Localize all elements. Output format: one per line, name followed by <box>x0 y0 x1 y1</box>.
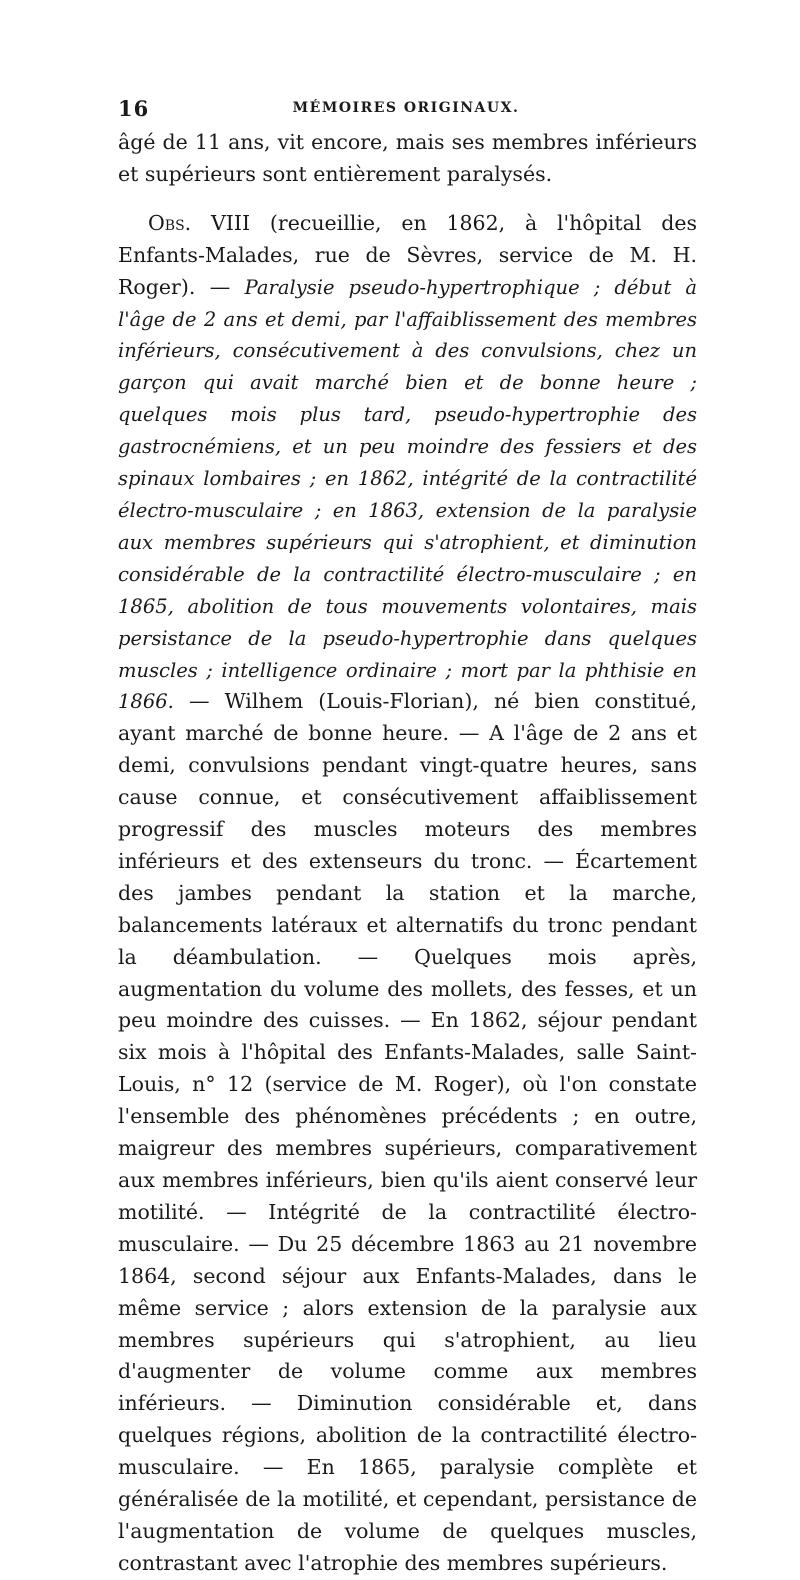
observation-source: (recueillie, en 1862, à l'hôpital des Enfants-Malades, rue de Sèvres, service de M. H. Roger). — <box>118 210 697 299</box>
body-text <box>118 127 697 1580</box>
page-number: 16 <box>118 96 150 121</box>
running-head <box>118 96 694 122</box>
observation-narrative: — Wilhem (Louis-Florian), né bien constitué, ayant marché de bonne heure. — A l'âge de 2 ans et demi, convulsions pendant vingt-quatre heures, sans cause connue, et consécutivement affaiblissement progressif des muscles moteurs des membres inférieurs et des extenseurs du tronc. — Écartement des jambes pendant la station et la marche, balancements latéraux et alternatifs du tronc pendant la déambulation. — Quelques mois après, augmentation du volume des mollets, des fesses, et un peu moindre des cuisses. — En 1862, séjour pendant six mois à l'hôpital des Enfants-Malades, salle Saint-Louis, n° 12 (service de M. Roger), où l'on constate l'ensemble des phénomènes précédents ; en outre, maigreur des membres supérieurs, comparativement aux membres inférieurs, bien qu'ils aient conservé leur motilité. — Intégrité de la contractilité électro-musculaire. — Du 25 décembre 1863 au 21 novembre 1864, second séjour aux Enfants-Malades, dans le même service ; alors extension de la paralysie aux membres supérieurs qui s'atrophient, au lieu d'augmenter de volume comme aux membres inférieurs. — Diminution considérable et, dans quelques régions, abolition de la contractilité électro-musculaire. — En 1865, paralysie complète et généralisée de la motilité, et cependant, persistance de l'augmentation de volume de quelques muscles, contrastant avec l'atrophie des membres supérieurs. <box>118 689 697 1575</box>
running-title: MÉMOIRES ORIGINAUX. <box>292 100 520 116</box>
observation-label: Obs. VIII <box>148 210 251 235</box>
paragraph-continuation: âgé de 11 ans, vit encore, mais ses membres inférieurs et supérieurs sont entièrement paralysés. <box>118 130 697 186</box>
observation-summary: Paralysie pseudo-hypertrophique ; début à l'âge de 2 ans et demi, par l'affaiblissement des membres inférieurs, consécutivement à des convulsions, chez un garçon qui avait marché bien et de bonne heure ; quelques mois plus tard, pseudo-hypertrophie des gastrocnémiens, et un peu moindre des fessiers et des spinaux lombaires ; en 1862, intégrité de la contractilité électro-musculaire ; en 1863, extension de la paralysie aux membres supérieurs qui s'atrophient, et diminution considérable de la contractilité électro-musculaire ; en 1865, abolition de tous mouvements volontaires, mais persistance de la pseudo-hypertrophie dans quelques muscles ; intelligence ordinaire ; mort par la phthisie en 1866. <box>118 275 697 714</box>
observation-paragraph <box>118 208 697 1580</box>
